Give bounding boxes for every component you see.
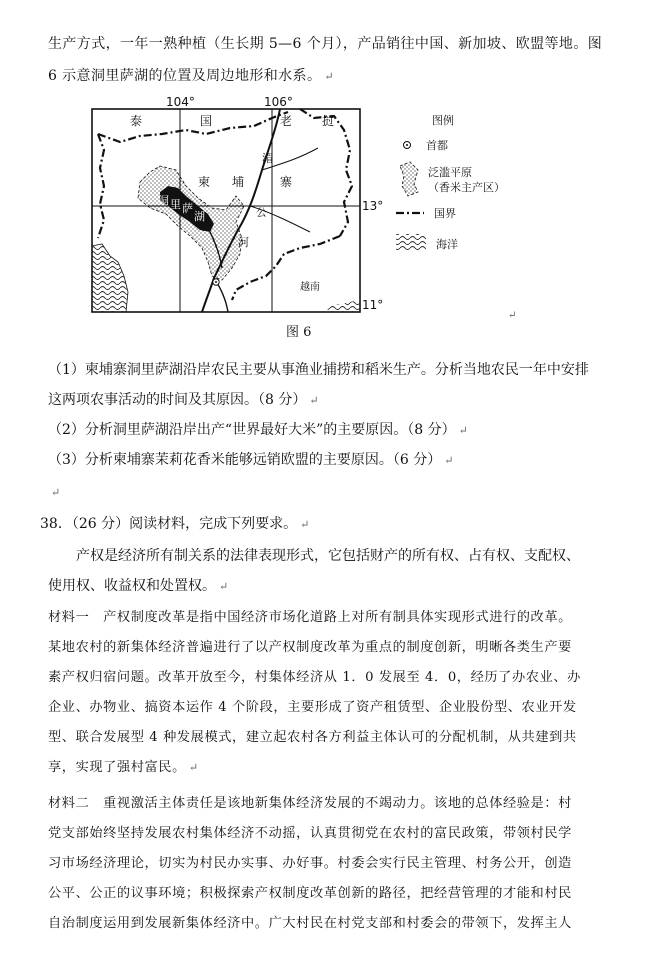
label-river-2: 公 — [256, 206, 267, 219]
q38-header: 38．（26 分）阅读材料，完成下列要求。 ↵ — [40, 516, 310, 532]
legend-floodplain-1: 泛滥平原 — [428, 166, 472, 179]
lat-label-11: 11° — [362, 298, 384, 312]
intro-line-1: 生产方式，一年一熟种植（生长期 5—6 个月），产品销往中国、新加坡、欧盟等地。图 — [48, 36, 603, 52]
figure-caption: 图 6 — [286, 325, 312, 340]
question-3: （3）分析柬埔寨茉莉花香米能够远销欧盟的主要原因。（6 分） ↵ — [48, 452, 454, 468]
label-cambodia-2: 埔 — [232, 175, 245, 189]
q38-intro-line-2: 使用权、收益权和处置权。 ↵ — [48, 578, 229, 594]
border-laos-vietnam — [300, 109, 352, 236]
floodplain-area — [138, 166, 244, 280]
material2-line-2: 党支部始终坚持发展农村集体经济不动摇，认真贯彻党在农村的富民政策，带领村民学 — [48, 826, 572, 841]
ocean-area-east — [326, 300, 360, 312]
material1-line-2: 某地农村的新集体经济普遍进行了以产权制度改革为重点的制度创新，明晰各类生产要 — [48, 640, 572, 655]
label-thailand-2: 国 — [200, 114, 213, 128]
question-2: （2）分析洞里萨湖沿岸出产“世界最好大米”的主要原因。（8 分） ↵ — [48, 422, 468, 438]
material2-line-3: 习市场经济理论，切实为村民办实事、办好事。村委会实行民主管理、村务公开，创造 — [48, 856, 572, 871]
material1-line-1: 材料一 产权制度改革是指中国经济市场化道路上对所有制具体实现形式进行的改革。 — [48, 610, 572, 625]
legend-border: 国界 — [434, 207, 456, 220]
lat-label-13: 13° — [362, 199, 384, 213]
ocean-area — [92, 244, 128, 312]
material1-line-6: 享，实现了强村富民。 ↵ — [48, 760, 199, 775]
label-river-3: 河 — [238, 236, 249, 249]
intro-line-2: 6 示意洞里萨湖的位置及周边地形和水系。 ↵ — [48, 68, 334, 84]
material2-line-1: 材料二 重视激活主体责任是该地新集体经济发展的不竭动力。该地的总体经验是：村 — [48, 796, 572, 811]
lon-label-106: 106° — [264, 95, 293, 109]
legend-ocean: 海洋 — [436, 238, 458, 251]
legend-ocean-icon — [396, 234, 426, 250]
capital-marker-dot — [215, 281, 217, 283]
border-west — [98, 134, 104, 238]
q38-intro-line-1: 产权是经济所有制关系的法律表现形式，它包括财产的所有权、占有权、支配权、 — [76, 548, 580, 564]
question-1-line-1: （1）柬埔寨洞里萨湖沿岸农民主要从事渔业捕捞和稻米生产。分析当地农民一年中安排 — [48, 362, 589, 378]
label-river-1: 湄 — [262, 152, 273, 165]
map-figure — [0, 0, 646, 340]
material1-line-3: 素产权归宿问题。改革开放至今，村集体经济从 1．0 发展至 4．0，经历了办农业、办 — [48, 670, 581, 685]
return-mark: ↵ — [508, 310, 517, 321]
label-laos-1: 老 — [280, 114, 293, 128]
lon-label-104: 104° — [166, 95, 195, 109]
label-laos-2: 挝 — [322, 114, 335, 128]
legend-capital-dot — [406, 144, 408, 146]
label-lake-3: 萨 — [182, 202, 193, 215]
material1-line-4: 企业、办物业、搞资本运作 4 个阶段，主要形成了资产租赁型、企业股份型、农业开发 — [48, 700, 577, 715]
label-cambodia-1: 柬 — [198, 175, 211, 189]
legend-title: 图例 — [432, 114, 454, 127]
label-vietnam: 越南 — [300, 282, 320, 293]
blank-return: ↵ — [51, 486, 61, 499]
label-lake-1: 洞 — [158, 194, 169, 207]
label-lake-4: 湖 — [194, 210, 205, 223]
material2-line-5: 自治制度运用到发展新集体经济中。广大村民在村党支部和村委会的带领下，发挥主人 — [48, 916, 572, 931]
material2-line-4: 公平、公正的议事环境；积极探索产权制度改革创新的路径，把经营管理的才能和村民 — [48, 886, 572, 901]
question-1-line-2: 这两项农事活动的时间及其原因。（8 分） ↵ — [48, 392, 319, 408]
legend-floodplain-icon — [400, 162, 418, 196]
label-lake-2: 里 — [170, 198, 181, 211]
label-cambodia-3: 寨 — [280, 175, 293, 189]
legend-capital: 首都 — [426, 139, 448, 152]
legend-floodplain-2: （香米主产区） — [428, 181, 505, 194]
border-thai-cambodia — [98, 112, 288, 142]
material1-line-5: 型、联合发展型 4 种发展模式，建立起农村各方利益主体认可的分配机制，从共建到共 — [48, 730, 577, 745]
label-thailand-1: 泰 — [130, 114, 143, 128]
